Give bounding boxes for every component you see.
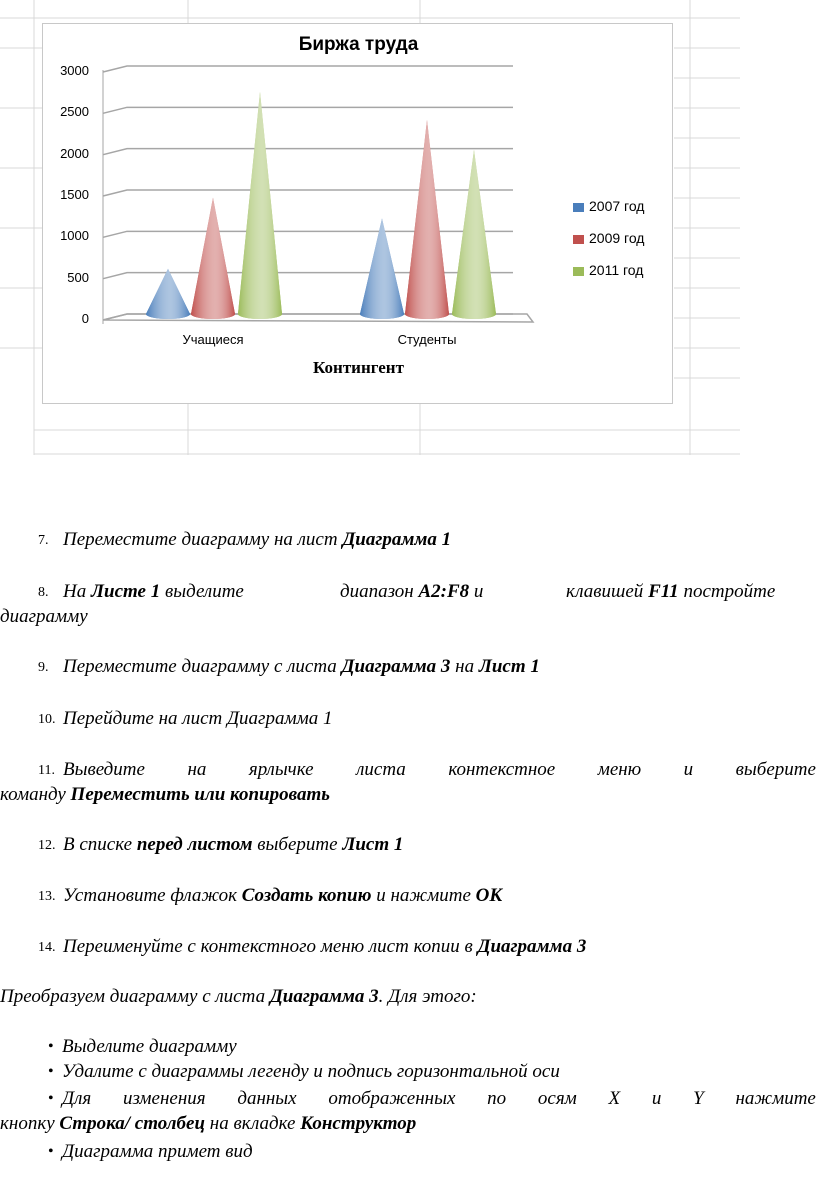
cone-bar (452, 150, 496, 319)
y-tick-label: 500 (67, 269, 89, 285)
word: на (187, 759, 207, 780)
word: осям (537, 1088, 577, 1109)
cone-bar (191, 198, 235, 319)
word: ярлычке (248, 759, 314, 780)
word: листа (356, 759, 406, 780)
word: X (608, 1088, 621, 1109)
gridline (103, 107, 513, 113)
gridline (103, 149, 513, 155)
word: нажмите (735, 1088, 816, 1109)
y-tick-label: 1000 (60, 228, 89, 244)
cone-bar (360, 218, 404, 319)
legend-swatch (573, 267, 584, 276)
gridline (103, 231, 513, 237)
legend-entry: 2011 год (573, 262, 643, 278)
word: Y (693, 1088, 704, 1109)
y-tick-label: 2500 (60, 104, 89, 120)
word: и (683, 759, 694, 780)
legend-entry: 2007 год (573, 198, 644, 214)
chart-area[interactable] (42, 23, 673, 404)
word: и (651, 1088, 662, 1109)
word: контекстное (448, 759, 556, 780)
x-tick-label: Студенты (397, 332, 457, 347)
word: отображенных (328, 1088, 456, 1109)
x-tick-label: Учащиеся (182, 332, 244, 347)
word: выберите (735, 759, 816, 780)
word: по (487, 1088, 507, 1109)
legend-entry: 2009 год (573, 230, 644, 246)
intro-paragraph: Преобразуем диаграмму с листа Диаграмма 3. Для этого: (0, 986, 477, 1007)
gridline (103, 66, 513, 72)
y-tick-label: 2000 (60, 145, 89, 161)
cone-bar (238, 92, 282, 319)
y-tick-label: 3000 (60, 63, 89, 78)
cone-bar (405, 120, 449, 319)
legend-swatch (573, 235, 584, 244)
legend-swatch (573, 203, 584, 212)
word: Выведите (63, 759, 145, 780)
cone-bar (146, 269, 190, 319)
gridline (103, 190, 513, 196)
chart-plot (43, 24, 674, 405)
y-tick-label: 0 (81, 311, 89, 326)
word: данных (237, 1088, 297, 1109)
chart-title: Биржа труда (298, 34, 419, 55)
y-tick-label: 1500 (60, 187, 89, 202)
word: изменения (122, 1088, 206, 1109)
word: меню (597, 759, 642, 780)
x-axis-title: Контингент (313, 358, 404, 377)
word: Для (62, 1088, 92, 1109)
